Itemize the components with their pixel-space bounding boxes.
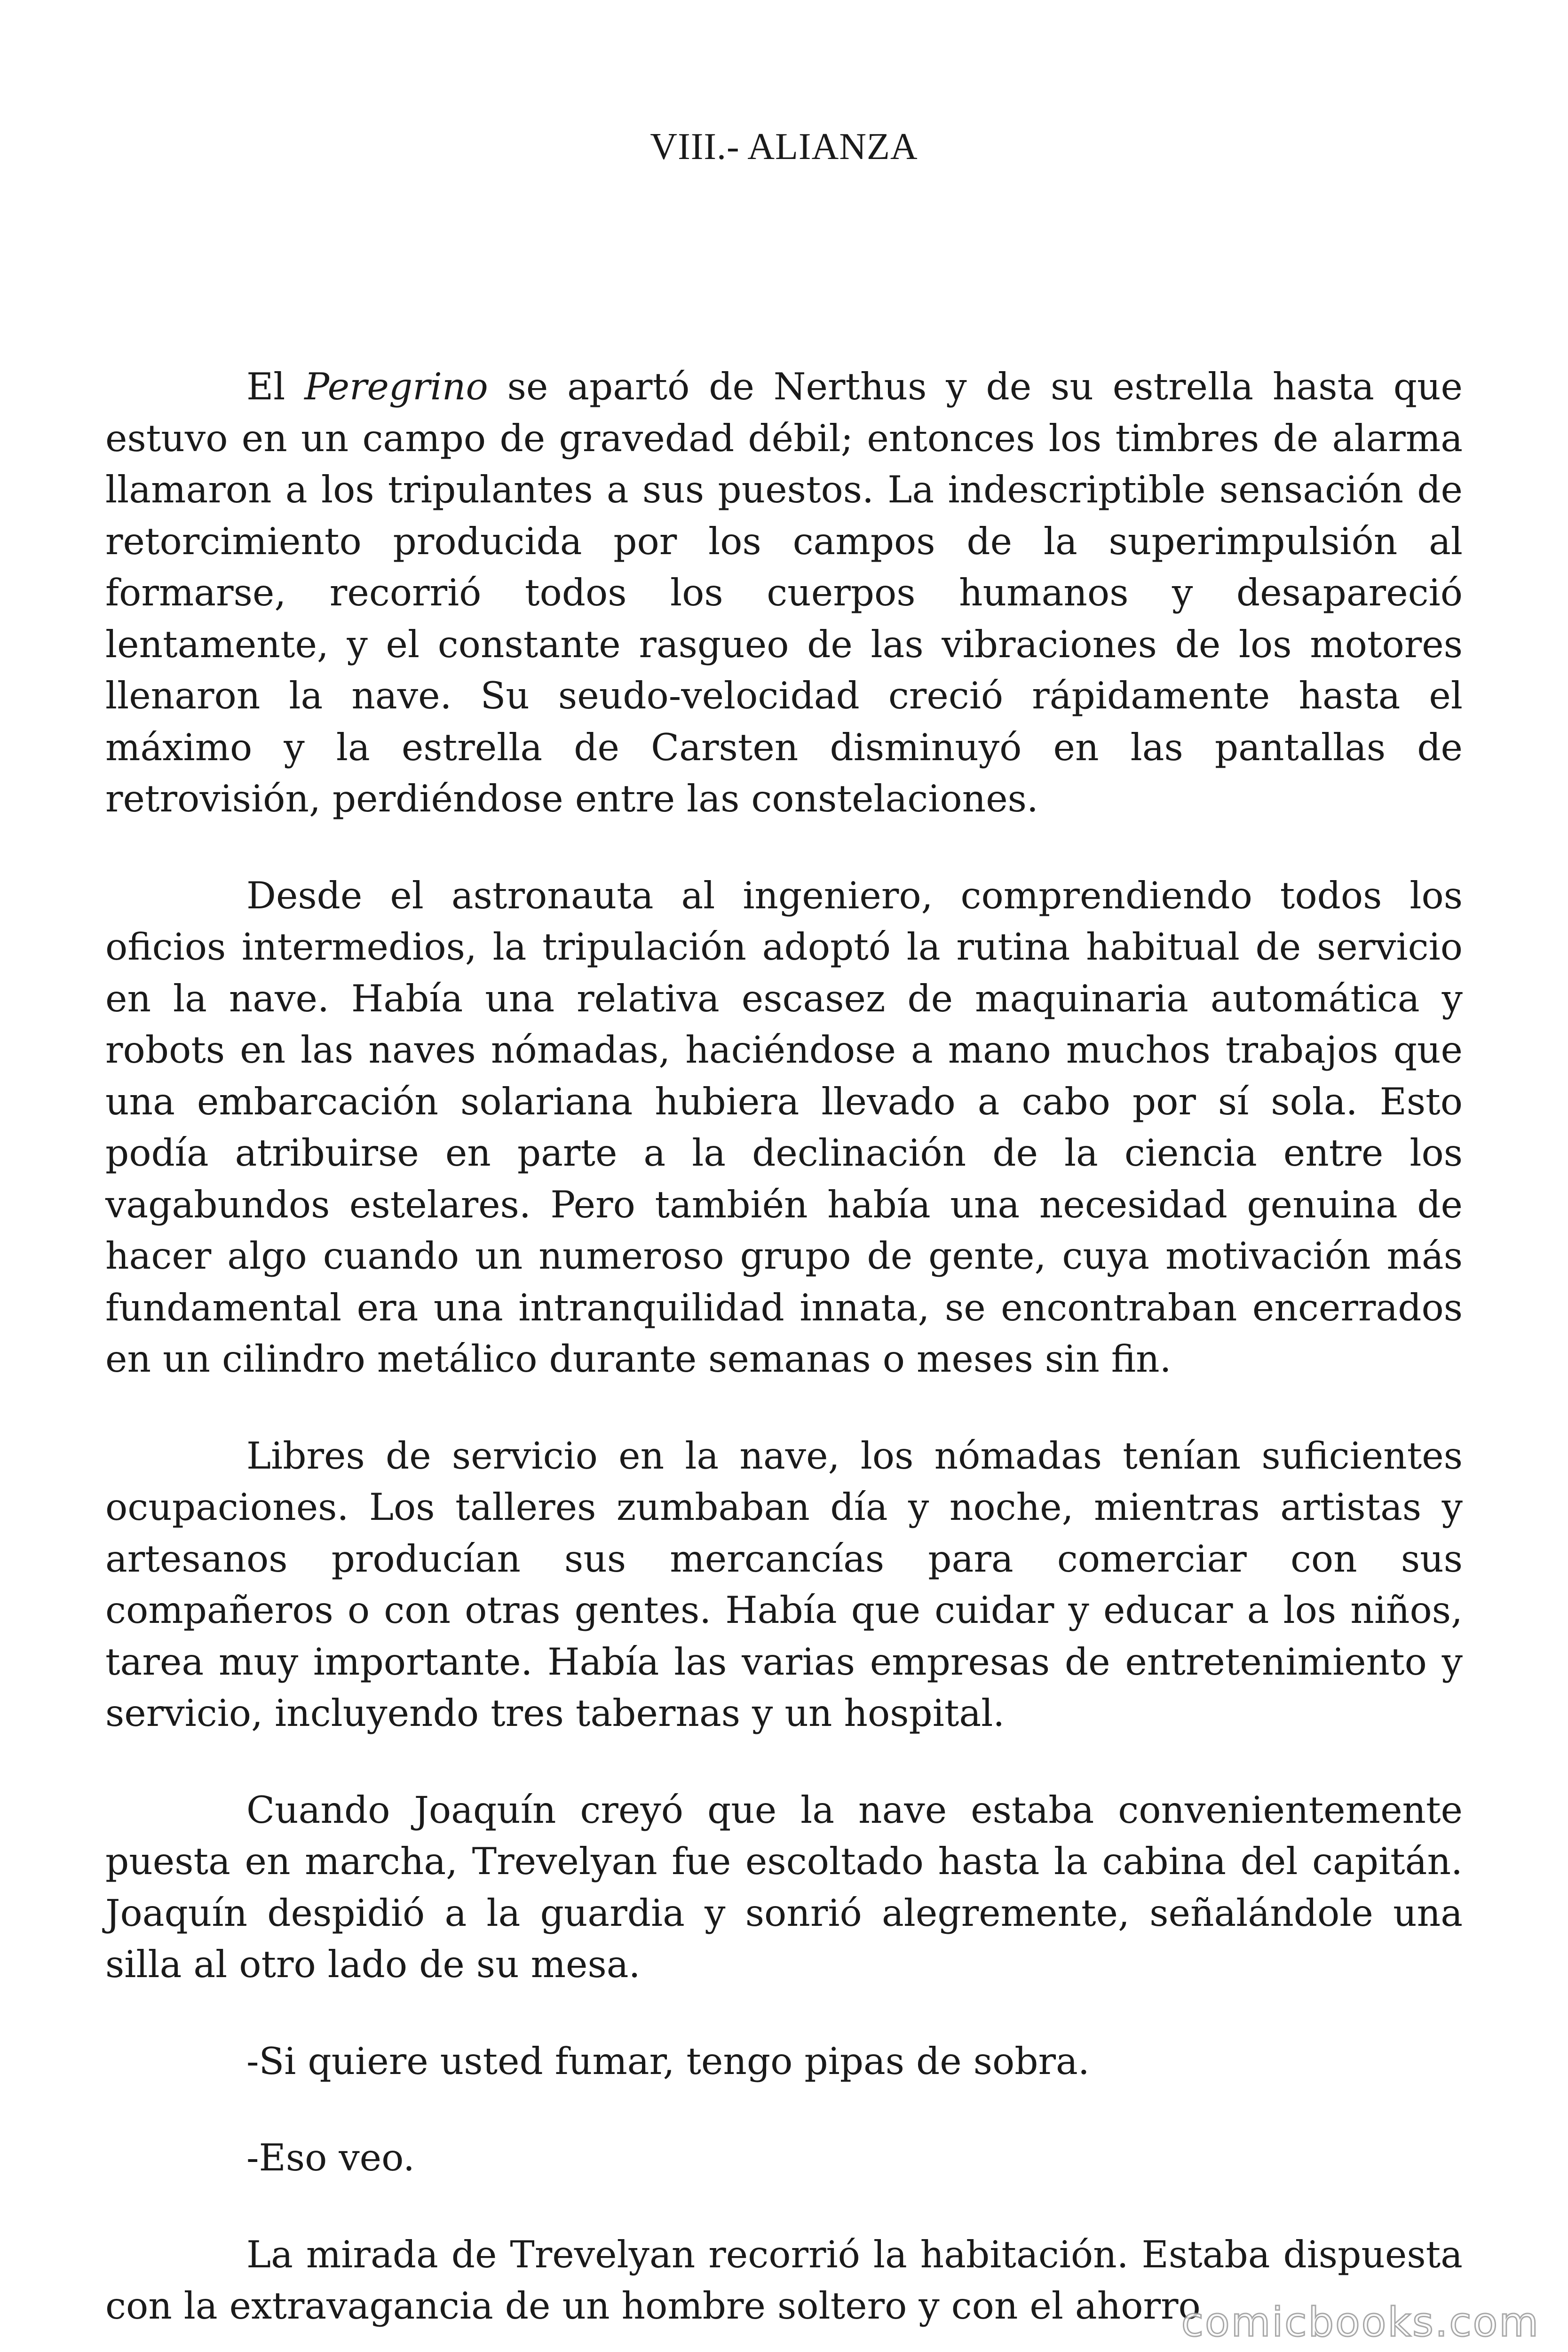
paragraph-1-text: se apartó de Nerthus y de su estrella hasta que estuvo en un campo de gravedad débil; entonces los timbres de alarma llamaron a los tripulantes a sus puestos. La indescriptible sensación de retorcimiento producida por los campos de la superimpulsión al formarse, recorrió todos los cuerpos humanos y desapareció lentamente, y el constante rasgueo de las vibraciones de los motores llenaron la nave. Su seudo-velocidad creció rápidamente hasta el máximo y la estrella de Carsten disminuyó en las pantallas de retrovisión, perdiéndose entre las constelaciones. [105,365,1463,820]
paragraph-1 [105,361,1463,825]
paragraph-1-lead: El [246,365,305,408]
paragraph-3: Libres de servicio en la nave, los nómadas tenían suficientes ocupaciones. Los talleres zumbaban día y noche, mientras artistas y artesanos producían sus mercancías para comerciar con sus compañeros o con otras gentes. Había que cuidar y educar a los niños, tarea muy importante. Había las varias empresas de entretenimiento y servicio, incluyendo tres tabernas y un hospital. [105,1434,1463,1735]
chapter-title: VIII.- ALIANZA [650,126,918,167]
ship-name: Peregrino [304,365,488,408]
paragraph-2: Desde el astronauta al ingeniero, comprendiendo todos los oficios intermedios, la tripulación adoptó la rutina habitual de servicio en la nave. Había una relativa escasez de maquinaria automática y robots en las naves nómadas, haciéndose a mano muchos trabajos que una embarcación solariana hubiera llevado a cabo por sí sola. Esto podía atribuirse en parte a la declinación de la ciencia entre los vagabundos estelares. Pero también había una necesidad genuina de hacer algo cuando un numeroso grupo de gente, cuya motivación más fundamental era una intranquilidad innata, se encontraban encerrados en un cilindro metálico durante semanas o meses sin fin. [105,874,1463,1381]
watermark: comicbooks.com [1181,2299,1540,2346]
paragraph-7: La mirada de Trevelyan recorrió la habitación. Estaba dispuesta con la extravagancia de un hombre soltero y con el ahorro [105,2233,1463,2328]
body-text [105,361,1463,2332]
dialogue-line-1: -Si quiere usted fumar, tengo pipas de sobra. [246,2039,1090,2083]
paragraph-4: Cuando Joaquín creyó que la nave estaba convenientemente puesta en marcha, Trevelyan fue escoltado hasta la cabina del capitán. Joaquín despidió a la guardia y sonrió alegremente, señalándole una silla al otro lado de su mesa. [105,1788,1463,1986]
dialogue-line-2: -Eso veo. [246,2136,415,2179]
